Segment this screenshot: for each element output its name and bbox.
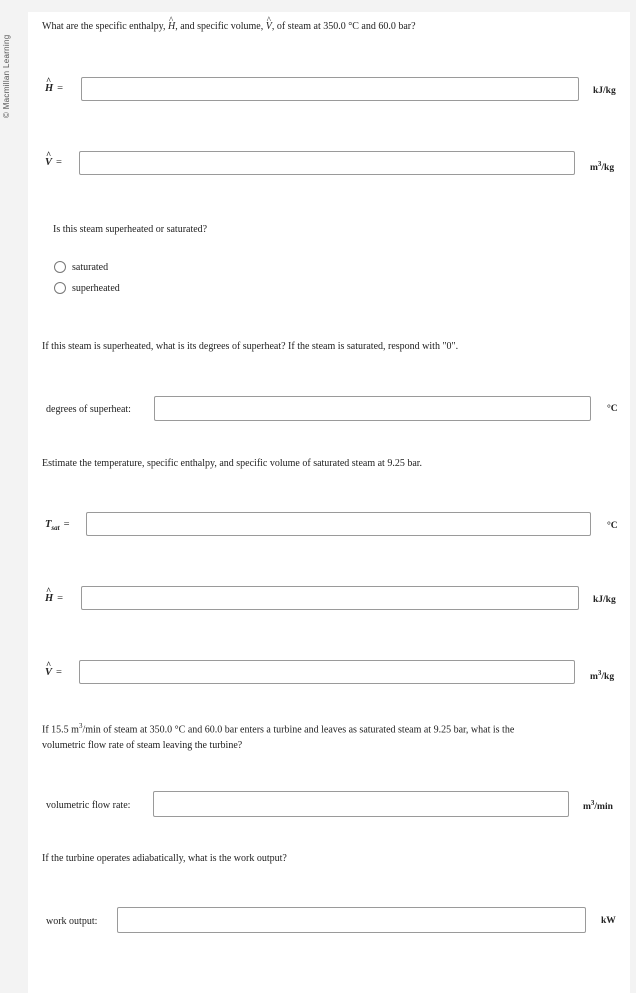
work-output-unit: kW <box>601 916 616 926</box>
copyright-text: © Macmillan Learning <box>2 34 11 118</box>
radio-circle[interactable] <box>54 282 66 294</box>
tsat-symbol: T <box>45 519 52 530</box>
state-question: Is this steam superheated or saturated? <box>53 224 208 235</box>
superheat-question: If this steam is superheated, what is its degrees of superheat? If the steam is saturated, respond with "0". <box>42 341 459 352</box>
intro-question <box>42 19 416 35</box>
flow-q-b: /min of steam at 350.0 °C and 60.0 bar enters a turbine and leaves as saturated steam at 9.25 bar, what is the <box>82 724 515 736</box>
h-sat-label <box>45 593 63 604</box>
intro-mid: , and specific volume, <box>175 21 266 32</box>
h-label-eq: = <box>57 83 64 94</box>
work-question: If the turbine operates adiabatically, what is the work output? <box>42 853 287 864</box>
radio-saturated[interactable] <box>54 260 108 274</box>
enthalpy-unit: kJ/kg <box>593 86 616 96</box>
flow-question <box>42 718 602 754</box>
specific-volume-input[interactable] <box>79 151 575 175</box>
flow-q-a: If 15.5 m <box>42 724 79 736</box>
flow-q-c: volumetric flow rate of steam leaving the turbine? <box>42 740 243 752</box>
intro-prefix: What are the specific enthalpy, <box>42 21 168 32</box>
tsat-sub: sat <box>51 524 60 533</box>
flow-rate-unit <box>583 799 613 812</box>
v-sat-eq: = <box>56 667 62 678</box>
intro-suffix: , of steam at 350.0 °C and 60.0 bar? <box>271 21 416 32</box>
v-label-eq: = <box>56 157 62 168</box>
unit-tail: /min <box>594 802 613 813</box>
unit-base: m <box>590 672 598 683</box>
h-symbol: H ^ <box>168 19 175 35</box>
flow-rate-label: volumetric flow rate: <box>46 800 131 811</box>
saturated-volume-unit <box>590 669 614 682</box>
copyright-sidebar <box>2 34 24 119</box>
h-label <box>45 83 63 94</box>
work-output-label: work output: <box>46 916 98 927</box>
unit-tail: /kg <box>601 672 615 683</box>
saturated-enthalpy-input[interactable] <box>81 586 579 610</box>
v-sat-label <box>45 667 62 678</box>
unit-base: m <box>583 802 591 813</box>
v-label-symbol: V ^ <box>45 157 52 168</box>
v-sat-symbol: V ^ <box>45 667 52 678</box>
v-symbol: V ^ <box>266 19 272 35</box>
specific-volume-unit <box>590 160 614 173</box>
unit-tail: /kg <box>601 163 615 174</box>
tsat-input[interactable] <box>86 512 591 536</box>
unit-sup: 3 <box>590 799 595 807</box>
flow-rate-input[interactable] <box>153 791 569 817</box>
h-label-symbol: H ^ <box>45 83 53 94</box>
tsat-label <box>45 519 70 532</box>
radio-circle[interactable] <box>54 261 66 273</box>
flow-q-sup: 3 <box>78 722 83 730</box>
saturated-enthalpy-unit: kJ/kg <box>593 595 616 605</box>
work-output-input[interactable] <box>117 907 586 933</box>
unit-sup: 3 <box>597 160 602 168</box>
tsat-unit: °C <box>607 521 618 531</box>
superheat-label: degrees of superheat: <box>46 404 131 415</box>
radio-label: superheated <box>72 282 120 294</box>
superheat-unit: °C <box>607 404 618 414</box>
enthalpy-input[interactable] <box>81 77 579 101</box>
radio-superheated[interactable] <box>54 281 120 295</box>
saturated-question: Estimate the temperature, specific enthalpy, and specific volume of saturated steam at 9.25 bar. <box>42 458 423 469</box>
h-sat-symbol: H ^ <box>45 593 53 604</box>
v-label <box>45 157 62 168</box>
radio-label: saturated <box>72 261 109 273</box>
superheat-input[interactable] <box>154 396 591 421</box>
tsat-eq: = <box>63 519 70 530</box>
unit-base: m <box>590 163 598 174</box>
h-sat-eq: = <box>57 593 64 604</box>
unit-sup: 3 <box>597 669 602 677</box>
saturated-volume-input[interactable] <box>79 660 575 684</box>
